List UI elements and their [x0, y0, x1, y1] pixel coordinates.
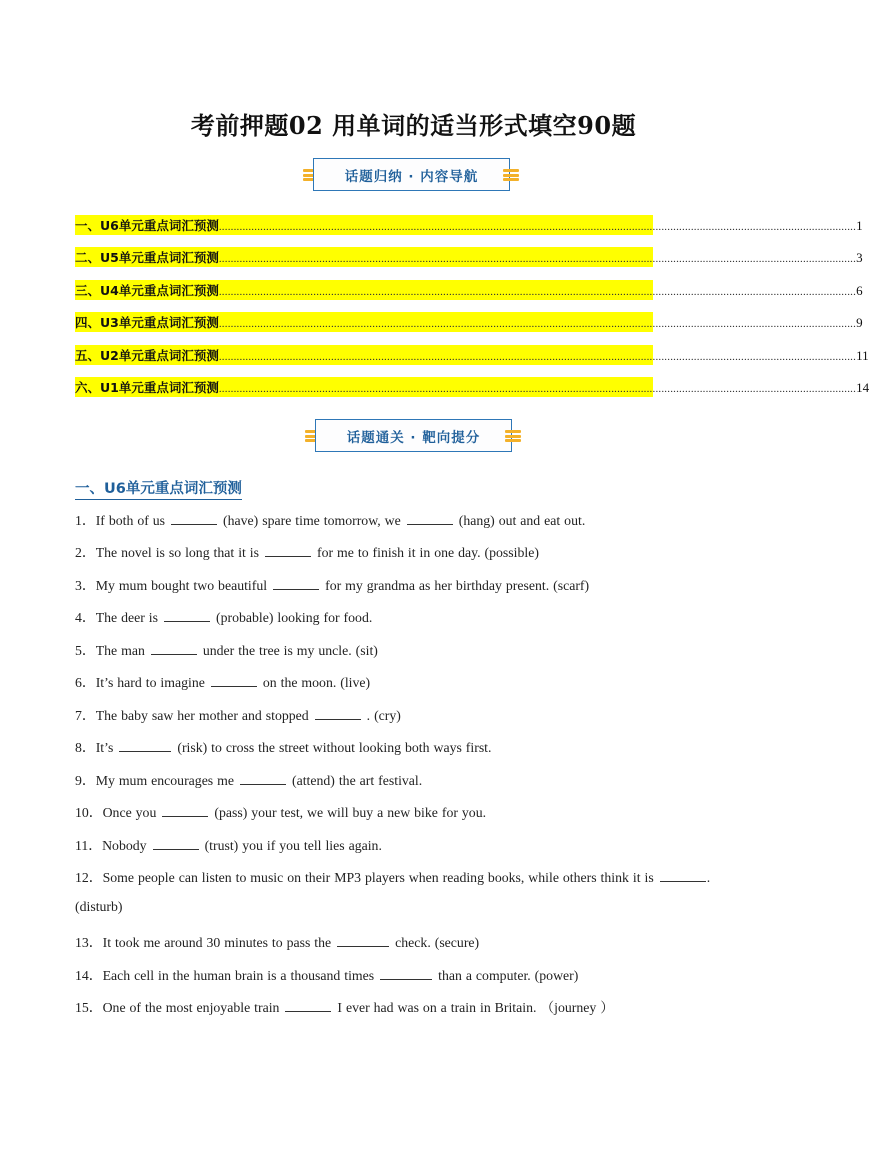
question-text: Nobody [102, 838, 147, 853]
question-item [75, 834, 382, 854]
question-item [75, 574, 589, 594]
question-text: (pass) your test, we will buy a new bike for you. [214, 805, 487, 820]
question-text: Some people can listen to music on their MP3 players when reading books, while others think it is [102, 870, 654, 885]
toc-item-label: 三、U4单元重点词汇预测 [75, 283, 219, 298]
question-text: 11． [75, 838, 103, 853]
answer-blank[interactable] [153, 837, 199, 850]
question-text: It’s hard to imagine [95, 675, 205, 690]
question-item [75, 769, 422, 789]
question-text: on the moon. (live) [262, 675, 371, 690]
question-text: The deer is [95, 610, 158, 625]
right-stripes-icon [505, 430, 521, 442]
question-text: One of the most enjoyable train [102, 1000, 280, 1015]
toc-leader: ........................................................................................................................................................................................................................ [218, 253, 857, 265]
answer-blank[interactable] [380, 967, 432, 980]
question-text: The man [95, 643, 145, 658]
section-heading: 一、U6单元重点词汇预测 [75, 477, 242, 500]
question-text: I ever had was on a train in Britain. （journey ） [337, 1000, 615, 1015]
question-text: for me to finish it in one day. (possible) [317, 545, 539, 560]
toc-item[interactable] [75, 312, 863, 332]
toc-item-page: 6 [856, 283, 863, 298]
question-item [75, 996, 614, 1016]
toc-item[interactable] [75, 280, 863, 300]
answer-blank[interactable] [171, 512, 217, 525]
toc-leader: ........................................................................................................................................................................................................................ [218, 286, 857, 298]
question-text: 10． [75, 805, 103, 820]
question-text: (probable) looking for food. [216, 610, 373, 625]
answer-blank[interactable] [407, 512, 453, 525]
question-text: (attend) the art festival. [292, 773, 423, 788]
answer-blank[interactable] [240, 772, 286, 785]
question-text: (risk) to cross the street without looking both ways first. [177, 740, 492, 755]
question-item [75, 509, 585, 529]
answer-blank[interactable] [119, 739, 171, 752]
question-item [75, 639, 378, 659]
toc-item-label: 五、U2单元重点词汇预测 [75, 348, 219, 363]
question-text: The novel is so long that it is [95, 545, 260, 560]
toc-item-label: 六、U1单元重点词汇预测 [75, 380, 219, 395]
question-text: Once you [102, 805, 157, 820]
question-text: 9． [75, 773, 96, 788]
question-text: 6． [75, 675, 96, 690]
question-item [75, 866, 710, 886]
question-text: for my grandma as her birthday present. (scarf) [325, 578, 590, 593]
toc-item-page: 14 [856, 380, 869, 395]
answer-blank[interactable] [273, 577, 319, 590]
question-text: . (cry) [366, 708, 401, 723]
page-title: 考前押题02 用单词的适当形式填空90题 [190, 111, 637, 140]
question-text: The baby saw her mother and stopped [95, 708, 309, 723]
question-text: 1． [75, 513, 96, 528]
question-text: My mum bought two beautiful [95, 578, 268, 593]
question-item [75, 704, 401, 724]
answer-blank[interactable] [315, 707, 361, 720]
answer-blank[interactable] [151, 642, 197, 655]
question-text: under the tree is my uncle. (sit) [202, 643, 378, 658]
toc-item-page: 11 [856, 348, 869, 363]
toc-leader: ........................................................................................................................................................................................................................ [218, 383, 857, 395]
question-text: (have) spare time tomorrow, we [223, 513, 401, 528]
question-text: 12． [75, 870, 103, 885]
question-text: 2． [75, 545, 96, 560]
question-item [75, 736, 491, 756]
question-text: 3． [75, 578, 96, 593]
question-item [75, 671, 370, 691]
answer-blank[interactable] [211, 674, 257, 687]
toc-item-page: 9 [856, 315, 863, 330]
answer-blank[interactable] [164, 609, 210, 622]
question-text: (hang) out and eat out. [458, 513, 586, 528]
question-text: 4． [75, 610, 96, 625]
question-text: 5． [75, 643, 96, 658]
question-item [75, 606, 372, 626]
question-text: 15． [75, 1000, 103, 1015]
toc-item[interactable] [75, 377, 869, 397]
answer-blank[interactable] [660, 869, 706, 882]
question-item [75, 801, 486, 821]
question-text: 14． [75, 968, 103, 983]
question-text: 7． [75, 708, 96, 723]
question-text: It took me around 30 minutes to pass the [102, 935, 332, 950]
question-text: My mum encourages me [95, 773, 234, 788]
answer-blank[interactable] [162, 804, 208, 817]
toc-leader: ........................................................................................................................................................................................................................ [218, 318, 857, 330]
question-text: than a computer. (power) [438, 968, 579, 983]
question-text: check. (secure) [395, 935, 480, 950]
question-text: 13． [75, 935, 103, 950]
question-item [75, 541, 539, 561]
toc-item-label: 四、U3单元重点词汇预测 [75, 315, 219, 330]
toc-item-page: 3 [856, 250, 863, 265]
question-text: . [706, 870, 711, 885]
question-text: 8． [75, 740, 96, 755]
answer-blank[interactable] [285, 999, 331, 1012]
right-stripes-icon [503, 169, 519, 181]
toc-item[interactable] [75, 215, 863, 235]
question-text: (trust) you if you tell lies again. [204, 838, 382, 853]
toc-item-label: 二、U5单元重点词汇预测 [75, 250, 219, 265]
answer-blank[interactable] [337, 934, 389, 947]
toc-item[interactable] [75, 247, 863, 267]
question-text: It’s [95, 740, 114, 755]
nav-banner: 话题归纳 · 内容导航 [313, 158, 510, 191]
question-continuation: (disturb) [75, 899, 123, 914]
question-text: If both of us [95, 513, 166, 528]
toc-item-label: 一、U6单元重点词汇预测 [75, 218, 219, 233]
question-text: Each cell in the human brain is a thousand times [102, 968, 375, 983]
toc-leader: ........................................................................................................................................................................................................................ [218, 351, 857, 363]
answer-blank[interactable] [265, 544, 311, 557]
practice-banner: 话题通关 · 靶向提分 [315, 419, 512, 452]
toc-leader: ........................................................................................................................................................................................................................ [218, 221, 857, 233]
toc-item[interactable] [75, 345, 869, 365]
question-item [75, 964, 578, 984]
question-item [75, 931, 479, 951]
toc-item-page: 1 [856, 218, 863, 233]
